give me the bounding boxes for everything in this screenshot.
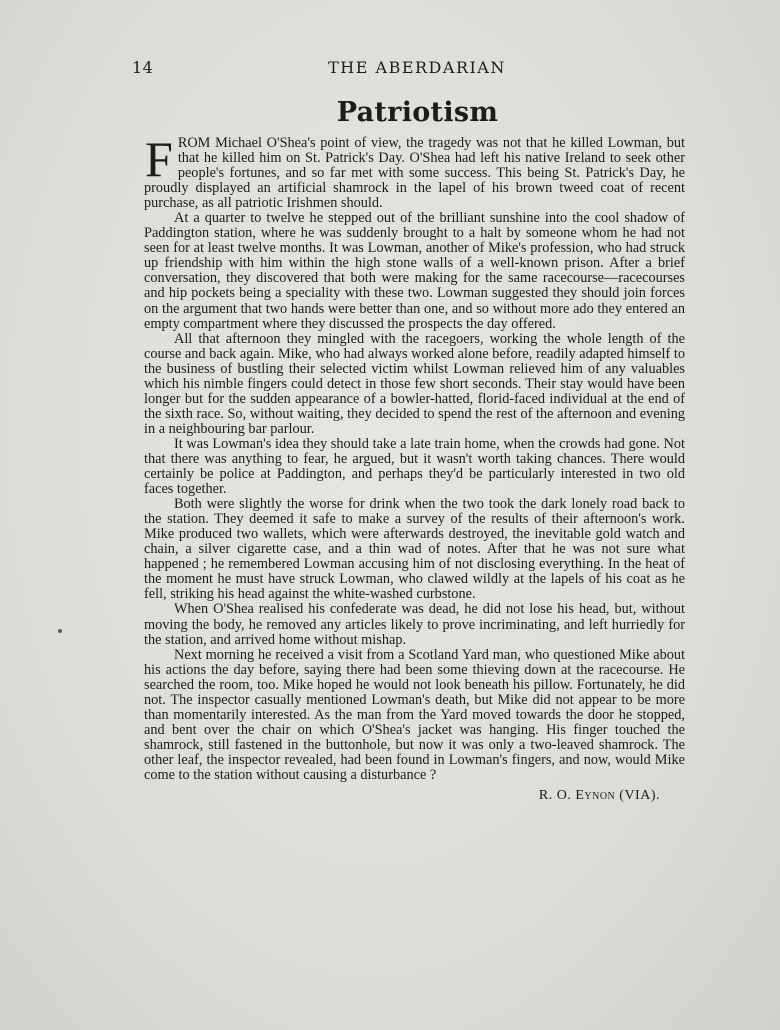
drop-cap: F: [145, 131, 173, 187]
article-title: Patriotism: [336, 97, 499, 128]
paragraph-2: At a quarter to twelve he stepped out of the brilliant sunshine into the cool shadow of Paddington station, where he was suddenly brought to a halt by someone whom he had not seen for at least twelve months. It was Lowman, another of Mike's profession, who had struck up friendship with him within the high stone walls of a well-known prison. After a brief conversation, they discovered that both were making for the same racecourse—racecourses and hip pockets being a speciality with these two. Lowman suggested they should join forces on the argument that two hands were better than one, and so without more ado they entered an empty compartment where they discussed the prospects the day offered.: [144, 210, 685, 332]
paragraph-6: When O'Shea realised his confederate was dead, he did not lose his head, but, without moving the body, he removed any articles likely to prove incriminating, and left hurriedly for the station, and arrived home without mishap.: [144, 601, 685, 648]
paragraph-4: It was Lowman's idea they should take a late train home, when the crowds had gone. Not that there was anything to fear, he argued, but it wasn't worth taking chances. There would certainly be police at Paddington, and perhaps they'd be particularly interested in two old faces together.: [144, 435, 685, 498]
author-byline: [144, 788, 685, 803]
running-head: THE ABERDARIAN: [328, 58, 506, 77]
paragraph-5: Both were slightly the worse for drink when the two took the dark lonely road back to the station. They deemed it safe to make a survey of the results of their afternoon's work. Mike produced two wallets, which were afterwards destroyed, the inevitable gold watch and chain, a silver cigarette case, and a thin wad of notes. After that he was not sure what happened ; he remembered Lowman accusing him of not disclosing everything. In the heat of the moment he must have struck Lowman, who clawed wildly at the lapels of his coat as he fell, striking his head against the white-washed curbstone.: [144, 496, 685, 603]
paragraph-3: All that afternoon they mingled with the racegoers, working the whole length of the course and back again. Mike, who had always worked alone before, readily adapted himself to the business of bustling their selected victim whilst Lowman relieved him of any valuables which his nimble fingers could detect in those few short seconds. Their stay would have been longer but for the sudden appearance of a bowler-hatted, florid-faced individual at the end of the sixth race. So, without waiting, they decided to spend the rest of the afternoon and evening in a neighbouring bar parlour.: [144, 330, 685, 437]
author-form: (VIA).: [619, 788, 660, 804]
paragraph-1: [144, 131, 685, 212]
paragraph-7: Next morning he received a visit from a Scotland Yard man, who questioned Mike about his actions the day before, saying there had been some thieving down at the racecourse. He searched the room, too. Mike hoped he would not look beneath his pillow. Fortunately, he did not. The inspector casually mentioned Lowman's death, but Mike did not appear to be more than momentarily interested. As the man from the Yard moved towards the door he stopped, and bent over the chair on which O'Shea's jacket was hanging. His finger touched the shamrock, still fastened in the buttonhole, but now it was only a two-leaved shamrock. The other leaf, the inspector revealed, had been found in Lowman's fingers, and now, would Mike come to the station without causing a disturbance ?: [144, 646, 685, 783]
paragraph-1-text: ROM Michael O'Shea's point of view, the tragedy was not that he killed Lowman, but that he killed him on St. Patrick's Day. O'Shea had left his native Ireland to seek other people's fortunes, and so far met with some success. This being St. Patrick's Day, he proudly displayed an artificial shamrock in the lapel of his brown tweed coat of recent purchase, as all patriotic Irishmen should.: [144, 135, 685, 212]
author-name: R. O. Eynon: [538, 788, 616, 804]
scan-speck: [58, 629, 62, 633]
page-header: [132, 58, 682, 80]
page-number: 14: [132, 58, 154, 77]
article-body: [144, 131, 685, 804]
